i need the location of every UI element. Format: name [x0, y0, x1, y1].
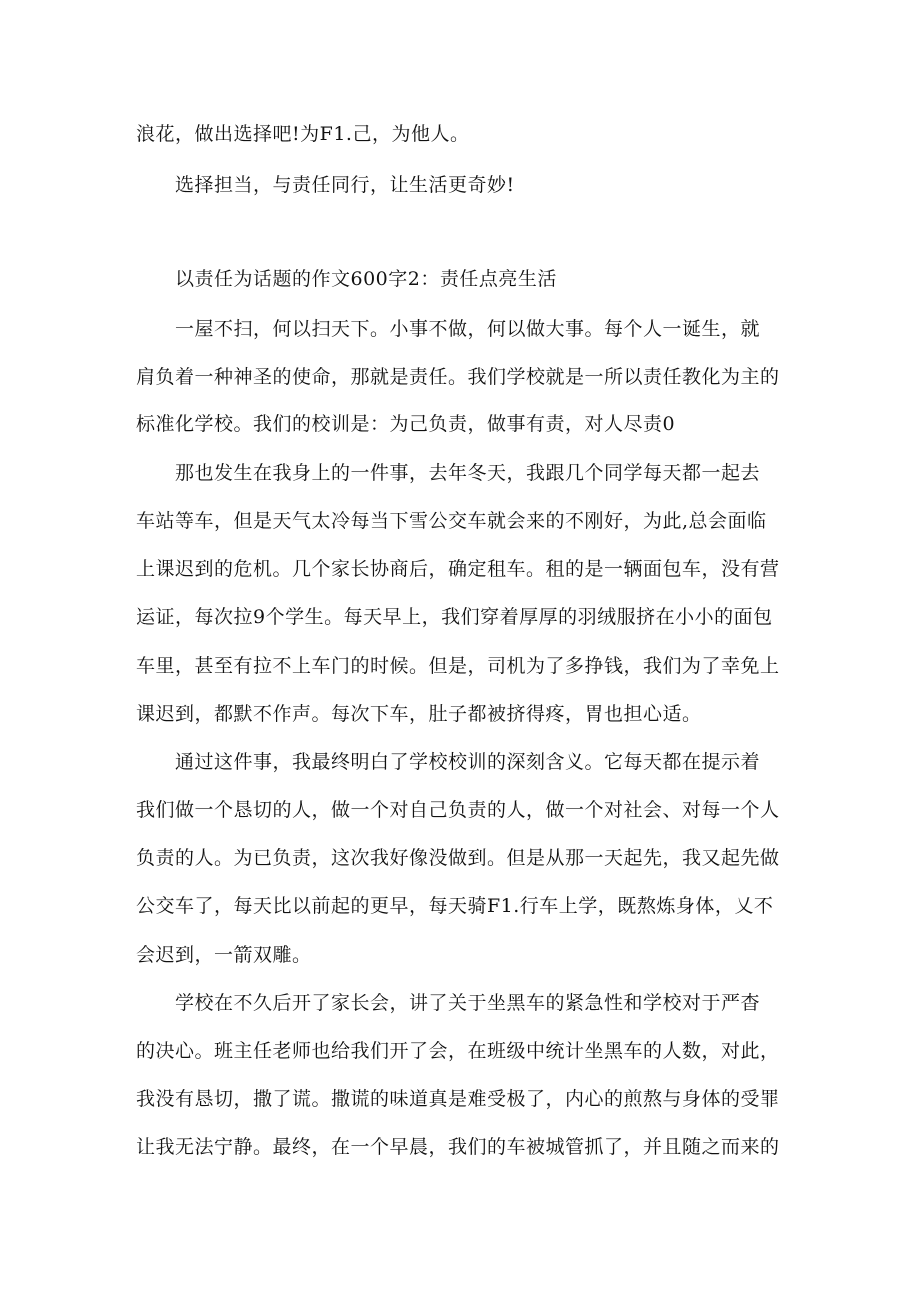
text-line: 车里，甚至有拉不上车门的时候。但是，司机为了多挣钱，我们为了幸免上	[136, 655, 780, 677]
text-line: 会迟到，一箭双雕。	[136, 944, 312, 966]
text-line: 公交车了，每天比以前起的更早，每天骑F1.行车上学，既熬炼身体，乂不	[136, 895, 774, 917]
text-line: 运证，每次拉9个学生。每天早上，我们穿着厚厚的羽绒服挤在小小的面包	[136, 606, 773, 628]
text-line: 我们做一个恳切的人，做一个对自己负责的人，做一个对社会、对每一个人	[136, 799, 780, 821]
text-line: 车站等车，但是天气太冷每当下雪公交车就会来的不刚好，为此,总会面临	[136, 510, 767, 532]
text-line: 上课迟到的危机。几个家长协商后，确定租车。租的是一辆面包车，没有营	[136, 558, 780, 580]
text-line: 我没有恳切，撒了谎。撒谎的味道真是难受极了，内心的煎熬与身体的受罪	[136, 1088, 780, 1110]
text-line: 学校在不久后开了家长会，讲了关于坐黑车的紧急性和学校对于严杳	[175, 992, 761, 1014]
text-line: 浪花，做出选择吧!为F1.己，为他人。	[136, 123, 470, 145]
text-line: 一屋不扫，何以扫天下。小事不做，何以做大事。每个人一诞生，就	[175, 318, 761, 340]
text-line: 那也发生在我身上的一件事，去年冬天，我跟几个同学每天都一起去	[175, 462, 761, 484]
text-line: 课迟到，都默不作声。每次下车，肚子都被挤得疼，胃也担心适。	[136, 703, 702, 725]
section-heading: 以责任为话题的作文600字2：责任点亮生活	[175, 268, 557, 290]
text-line: 负责的人。为已负责，这次我好像没做到。但是从那一天起先，我又起先做	[136, 847, 780, 869]
text-line: 选择担当，与责任同行，让生活更奇妙!	[175, 174, 515, 196]
text-line: 让我无法宁静。最终，在一个早晨，我们的车被城管抓了，并且随之而来的	[136, 1136, 780, 1158]
text-line: 标准化学校。我们的校训是：为己负责，做事有责，对人尽责0	[136, 413, 676, 435]
text-line: 肩负着一种神圣的使命，那就是责任。我们学校就是一所以责任教化为主的	[136, 366, 780, 388]
text-line: 通过这件事，我最终明白了学校校训的深刻含义。它每天都在提示着	[175, 751, 761, 773]
text-line: 的决心。班主任老师也给我们开了会，在班级中统计坐黑车的人数，对此，	[136, 1040, 780, 1062]
